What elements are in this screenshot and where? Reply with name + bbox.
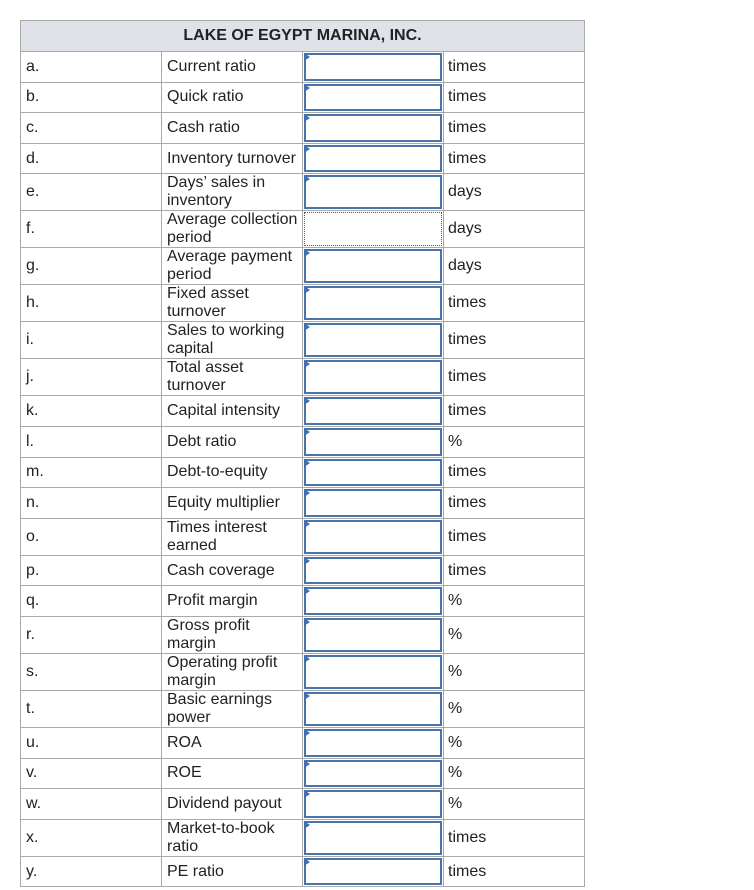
input-marker-icon [304,114,310,122]
input-marker-icon [304,323,310,331]
input-marker-icon [304,489,310,497]
row-letter: s. [21,653,162,690]
answer-input[interactable] [304,618,442,652]
row-unit: times [444,555,585,586]
row-letter: o. [21,518,162,555]
row-letter: a. [21,52,162,83]
row-letter: v. [21,758,162,789]
row-unit: % [444,690,585,727]
answer-cell [303,248,444,285]
row-label: PE ratio [162,856,303,887]
row-label: Days’ sales in inventory [162,174,303,211]
row-unit: % [444,758,585,789]
row-label: Operating profit margin [162,653,303,690]
input-marker-icon [304,655,310,663]
table-row [21,113,585,144]
row-unit: times [444,113,585,144]
row-unit: % [444,653,585,690]
answer-cell [303,113,444,144]
row-label: ROA [162,727,303,758]
input-marker-icon [304,286,310,294]
row-unit: % [444,616,585,653]
table-row [21,396,585,427]
answer-input[interactable] [304,175,442,209]
answer-cell [303,616,444,653]
row-letter: y. [21,856,162,887]
input-marker-icon [304,175,310,183]
row-letter: i. [21,322,162,359]
answer-cell [303,758,444,789]
row-letter: e. [21,174,162,211]
answer-input[interactable] [304,145,442,173]
row-letter: h. [21,285,162,322]
answer-input[interactable] [304,858,442,886]
answer-input[interactable] [304,587,442,615]
row-label: Debt ratio [162,426,303,457]
answer-input[interactable] [304,249,442,283]
answer-cell [303,518,444,555]
table-row [21,727,585,758]
table-row [21,426,585,457]
row-label: Current ratio [162,52,303,83]
row-letter: q. [21,586,162,617]
table-row [21,616,585,653]
row-letter: k. [21,396,162,427]
row-label: Average payment period [162,248,303,285]
input-marker-icon [304,360,310,368]
table-row [21,690,585,727]
table-row [21,143,585,174]
answer-cell [303,488,444,519]
answer-cell [303,143,444,174]
answer-input[interactable] [304,557,442,585]
row-letter: r. [21,616,162,653]
answer-cell [303,174,444,211]
row-unit: times [444,322,585,359]
row-letter: u. [21,727,162,758]
input-marker-icon [304,587,310,595]
answer-cell [303,285,444,322]
answer-cell [303,52,444,83]
answer-cell [303,789,444,820]
table-row [21,359,585,396]
row-letter: d. [21,143,162,174]
input-marker-icon [304,729,310,737]
answer-cell [303,819,444,856]
row-letter: j. [21,359,162,396]
row-label: Equity multiplier [162,488,303,519]
table-header-row [21,21,585,52]
row-unit: days [444,211,585,248]
row-unit: times [444,82,585,113]
row-label: Basic earnings power [162,690,303,727]
answer-input[interactable] [304,53,442,81]
answer-input[interactable] [304,655,442,689]
answer-input[interactable] [304,84,442,112]
answer-cell [303,586,444,617]
row-label: Cash ratio [162,113,303,144]
row-unit: times [444,285,585,322]
table-row [21,322,585,359]
table-row [21,819,585,856]
answer-cell [303,653,444,690]
row-unit: days [444,174,585,211]
row-label: Fixed asset turnover [162,285,303,322]
answer-input[interactable] [304,790,442,818]
row-label: Market-to-book ratio [162,819,303,856]
row-unit: times [444,359,585,396]
answer-input[interactable] [304,323,442,357]
answer-input[interactable] [304,760,442,788]
row-letter: f. [21,211,162,248]
row-label: Quick ratio [162,82,303,113]
answer-input[interactable] [304,692,442,726]
answer-cell [303,322,444,359]
row-unit: days [444,248,585,285]
row-label: ROE [162,758,303,789]
answer-input[interactable] [304,729,442,757]
input-marker-icon [304,821,310,829]
row-label: Profit margin [162,586,303,617]
row-label: Times interest earned [162,518,303,555]
input-marker-icon [304,858,310,866]
row-letter: w. [21,789,162,820]
row-unit: % [444,586,585,617]
input-marker-icon [304,760,310,768]
table-row [21,856,585,887]
table-row [21,586,585,617]
row-letter: g. [21,248,162,285]
row-label: Inventory turnover [162,143,303,174]
row-label: Dividend payout [162,789,303,820]
row-label: Capital intensity [162,396,303,427]
ratio-table-body [21,52,585,887]
row-label: Debt-to-equity [162,457,303,488]
answer-cell [303,856,444,887]
table-row [21,488,585,519]
input-marker-icon [304,618,310,626]
answer-cell [303,690,444,727]
row-unit: times [444,518,585,555]
input-marker-icon [304,557,310,565]
answer-input[interactable] [304,212,442,246]
row-unit: % [444,426,585,457]
table-row [21,82,585,113]
input-marker-icon [304,249,310,257]
row-unit: times [444,856,585,887]
row-unit: % [444,727,585,758]
row-letter: c. [21,113,162,144]
row-letter: l. [21,426,162,457]
row-label: Cash coverage [162,555,303,586]
table-row [21,758,585,789]
table-title: LAKE OF EGYPT MARINA, INC. [21,21,585,52]
row-unit: times [444,396,585,427]
answer-input[interactable] [304,360,442,394]
table-row [21,248,585,285]
answer-cell [303,359,444,396]
row-label: Gross profit margin [162,616,303,653]
row-unit: times [444,52,585,83]
table-row [21,52,585,83]
table-row [21,174,585,211]
table-row [21,518,585,555]
answer-input[interactable] [304,286,442,320]
table-row [21,211,585,248]
input-marker-icon [304,790,310,798]
table-row [21,653,585,690]
answer-cell [303,396,444,427]
table-row [21,555,585,586]
input-marker-icon [304,692,310,700]
answer-cell [303,555,444,586]
answer-input[interactable] [304,428,442,456]
table-row [21,457,585,488]
row-unit: times [444,488,585,519]
row-unit: times [444,143,585,174]
input-marker-icon [304,397,310,405]
row-letter: b. [21,82,162,113]
row-letter: m. [21,457,162,488]
answer-cell [303,211,444,248]
answer-input[interactable] [304,459,442,487]
answer-cell [303,426,444,457]
row-unit: times [444,457,585,488]
answer-input[interactable] [304,520,442,554]
answer-input[interactable] [304,397,442,425]
answer-cell [303,457,444,488]
row-letter: x. [21,819,162,856]
input-marker-icon [304,145,310,153]
answer-cell [303,82,444,113]
row-label: Average collection period [162,211,303,248]
row-unit: times [444,819,585,856]
input-marker-icon [304,428,310,436]
row-label: Sales to working capital [162,322,303,359]
table-row [21,285,585,322]
input-marker-icon [304,84,310,92]
row-letter: n. [21,488,162,519]
row-label: Total asset turnover [162,359,303,396]
answer-input[interactable] [304,821,442,855]
ratio-table [20,20,585,887]
answer-input[interactable] [304,489,442,517]
row-letter: p. [21,555,162,586]
input-marker-icon [304,520,310,528]
input-marker-icon [304,53,310,61]
answer-cell [303,727,444,758]
table-row [21,789,585,820]
row-letter: t. [21,690,162,727]
answer-input[interactable] [304,114,442,142]
row-unit: % [444,789,585,820]
input-marker-icon [304,459,310,467]
